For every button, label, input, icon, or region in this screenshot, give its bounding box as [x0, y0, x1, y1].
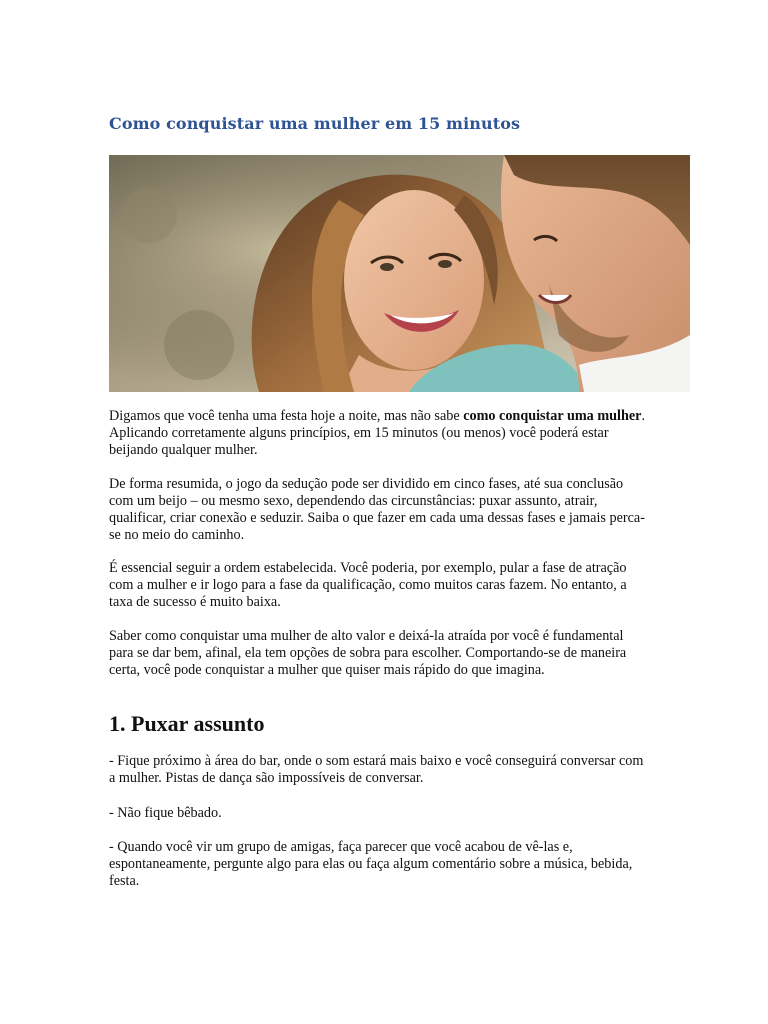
paragraph-phases: [109, 476, 649, 544]
paragraph-text: É essencial seguir a ordem estabelecida. Você poderia, por exemplo, pular a fase de atração com a mulher e ir logo para a fase da qualificação, como muitos caras fazem. No entanto, a taxa de sucesso é muito baixa.: [109, 560, 627, 610]
list-item-text: - Fique próximo à área do bar, onde o som estará mais baixo e você conseguirá conversar com a mulher. Pistas de dança são impossíveis de conversar.: [109, 753, 644, 786]
list-item: [109, 839, 649, 890]
document-title: Como conquistar uma mulher em 15 minutos: [109, 114, 521, 133]
intro-text-end: . Aplicando corretamente alguns princípios, em 15 minutos (ou menos) você poderá estar beijando qualquer mulher.: [109, 408, 645, 458]
intro-text-start: Digamos que você tenha uma festa hoje a noite, mas não sabe: [109, 408, 464, 424]
list-item-text: - Quando você vir um grupo de amigas, faça parecer que você acabou de vê-las e, espontaneamente, pergunte algo para elas ou faça algum comentário sobre a música, bebida, festa.: [109, 839, 633, 889]
couple-photo: [109, 155, 690, 392]
paragraph-text: Saber como conquistar uma mulher de alto valor e deixá-la atraída por você é fundamental para se dar bem, afinal, ela tem opções de sobra para escolher. Comportando-se de maneira certa, você pode conquistar a mulher que quiser mais rápido do que imagina.: [109, 628, 627, 678]
section-heading-puxar-assunto: 1. Puxar assunto: [109, 711, 265, 736]
paragraph-order: [109, 560, 649, 611]
list-item: [109, 753, 649, 787]
paragraph-text: De forma resumida, o jogo da sedução pode ser dividido em cinco fases, até sua conclusão com um beijo – ou mesmo sexo, dependendo das circunstâncias: puxar assunto, atrair, qualificar, criar conexão e seduzir. Saiba o que fazer em cada uma dessas fases e jamais perca-se no meio do caminho.: [109, 476, 645, 543]
intro-bold-keyword: como conquistar uma mulher: [463, 408, 642, 424]
paragraph-value: [109, 628, 649, 679]
list-item: [109, 805, 649, 822]
couple-photo-illustration: [109, 155, 690, 392]
list-item-text: - Não fique bêbado.: [109, 805, 222, 821]
intro-paragraph: [109, 408, 649, 459]
